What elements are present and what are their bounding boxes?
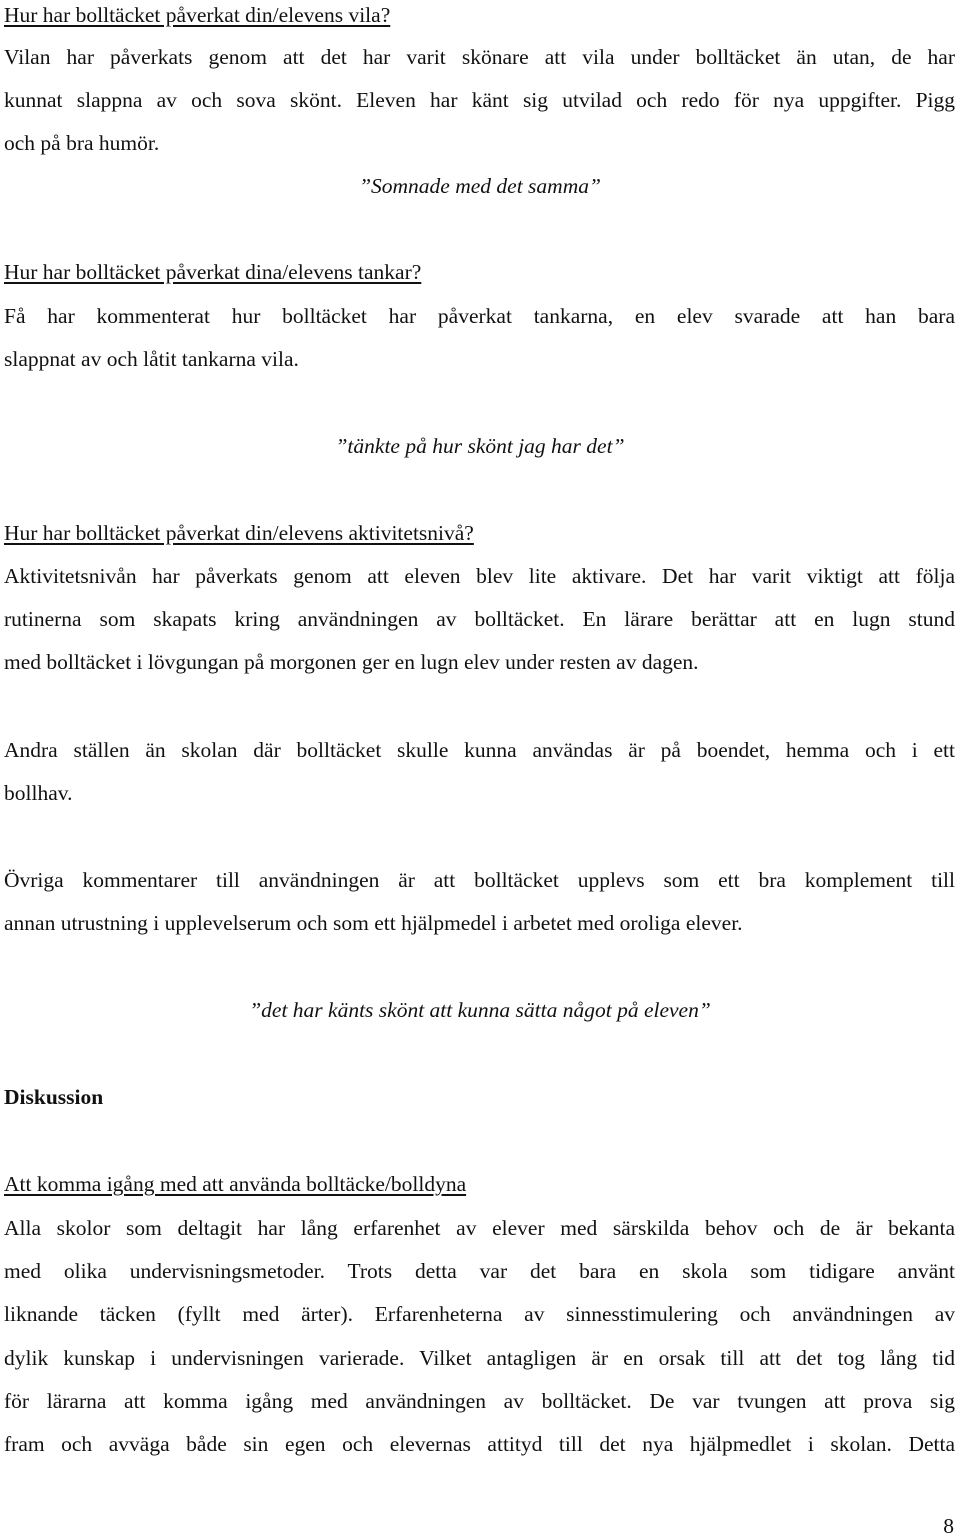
paragraph-line: kunnat slappna av och sova skönt. Eleven har känt sig utvilad och redo för nya uppgifter. Pigg [4, 88, 955, 112]
page-number: 8 [943, 1514, 954, 1538]
quote-rest: ”Somnade med det samma” [359, 174, 601, 198]
quote-thoughts: ”tänkte på hur skönt jag har det” [335, 434, 625, 458]
paragraph-line: Andra ställen än skolan där bolltäcket skulle kunna användas är på boendet, hemma och i ett [4, 738, 955, 762]
question-activity: Hur har bolltäcket påverkat din/elevens aktivitetsnivå? [4, 521, 474, 545]
paragraph-line: rutinerna som skapats kring användningen av bolltäcket. En lärare berättar att en lugn stund [4, 607, 955, 631]
question-rest: Hur har bolltäcket påverkat din/elevens vila? [4, 3, 391, 27]
paragraph-line: liknande täcken (fyllt med ärter). Erfarenheterna av sinnesstimulering och användningen av [4, 1302, 955, 1326]
paragraph-line: med bolltäcket i lövgungan på morgonen ger en lugn elev under resten av dagen. [4, 650, 699, 674]
paragraph-line: slappnat av och låtit tankarna vila. [4, 347, 299, 371]
paragraph-line: fram och avväga både sin egen och elevernas attityd till det nya hjälpmedlet i skolan. Detta [4, 1432, 955, 1456]
paragraph-line: Aktivitetsnivån har påverkats genom att eleven blev lite aktivare. Det har varit viktigt att följa [4, 564, 955, 588]
paragraph-line: för lärarna att komma igång med användningen av bolltäcket. De var tvungen att prova sig [4, 1389, 955, 1413]
question-thoughts: Hur har bolltäcket påverkat dina/elevens tankar? [4, 260, 422, 284]
paragraph-line: Övriga kommentarer till användningen är att bolltäcket upplevs som ett bra komplement till [4, 868, 955, 892]
paragraph-line: Vilan har påverkats genom att det har varit skönare att vila under bolltäcket än utan, de har [4, 45, 955, 69]
paragraph-line: bollhav. [4, 781, 73, 805]
section-heading: Diskussion [4, 1085, 104, 1109]
paragraph-line: med olika undervisningsmetoder. Trots detta var det bara en skola som tidigare använt [4, 1259, 955, 1283]
paragraph-line: annan utrustning i upplevelserum och som ett hjälpmedel i arbetet med oroliga elever. [4, 911, 743, 935]
paragraph-line: och på bra humör. [4, 131, 160, 155]
sub-heading: Att komma igång med att använda bolltäcke/bolldyna [4, 1172, 467, 1196]
paragraph-line: Alla skolor som deltagit har lång erfarenhet av elever med särskilda behov och de är bekanta [4, 1216, 955, 1240]
paragraph-line: Få har kommenterat hur bolltäcket har påverkat tankarna, en elev svarade att han bara [4, 304, 955, 328]
paragraph-line: dylik kunskap i undervisningen varierade. Vilket antagligen är en orsak till att det tog lång tid [4, 1346, 955, 1370]
quote-comments: ”det har känts skönt att kunna sätta något på eleven” [249, 998, 711, 1022]
